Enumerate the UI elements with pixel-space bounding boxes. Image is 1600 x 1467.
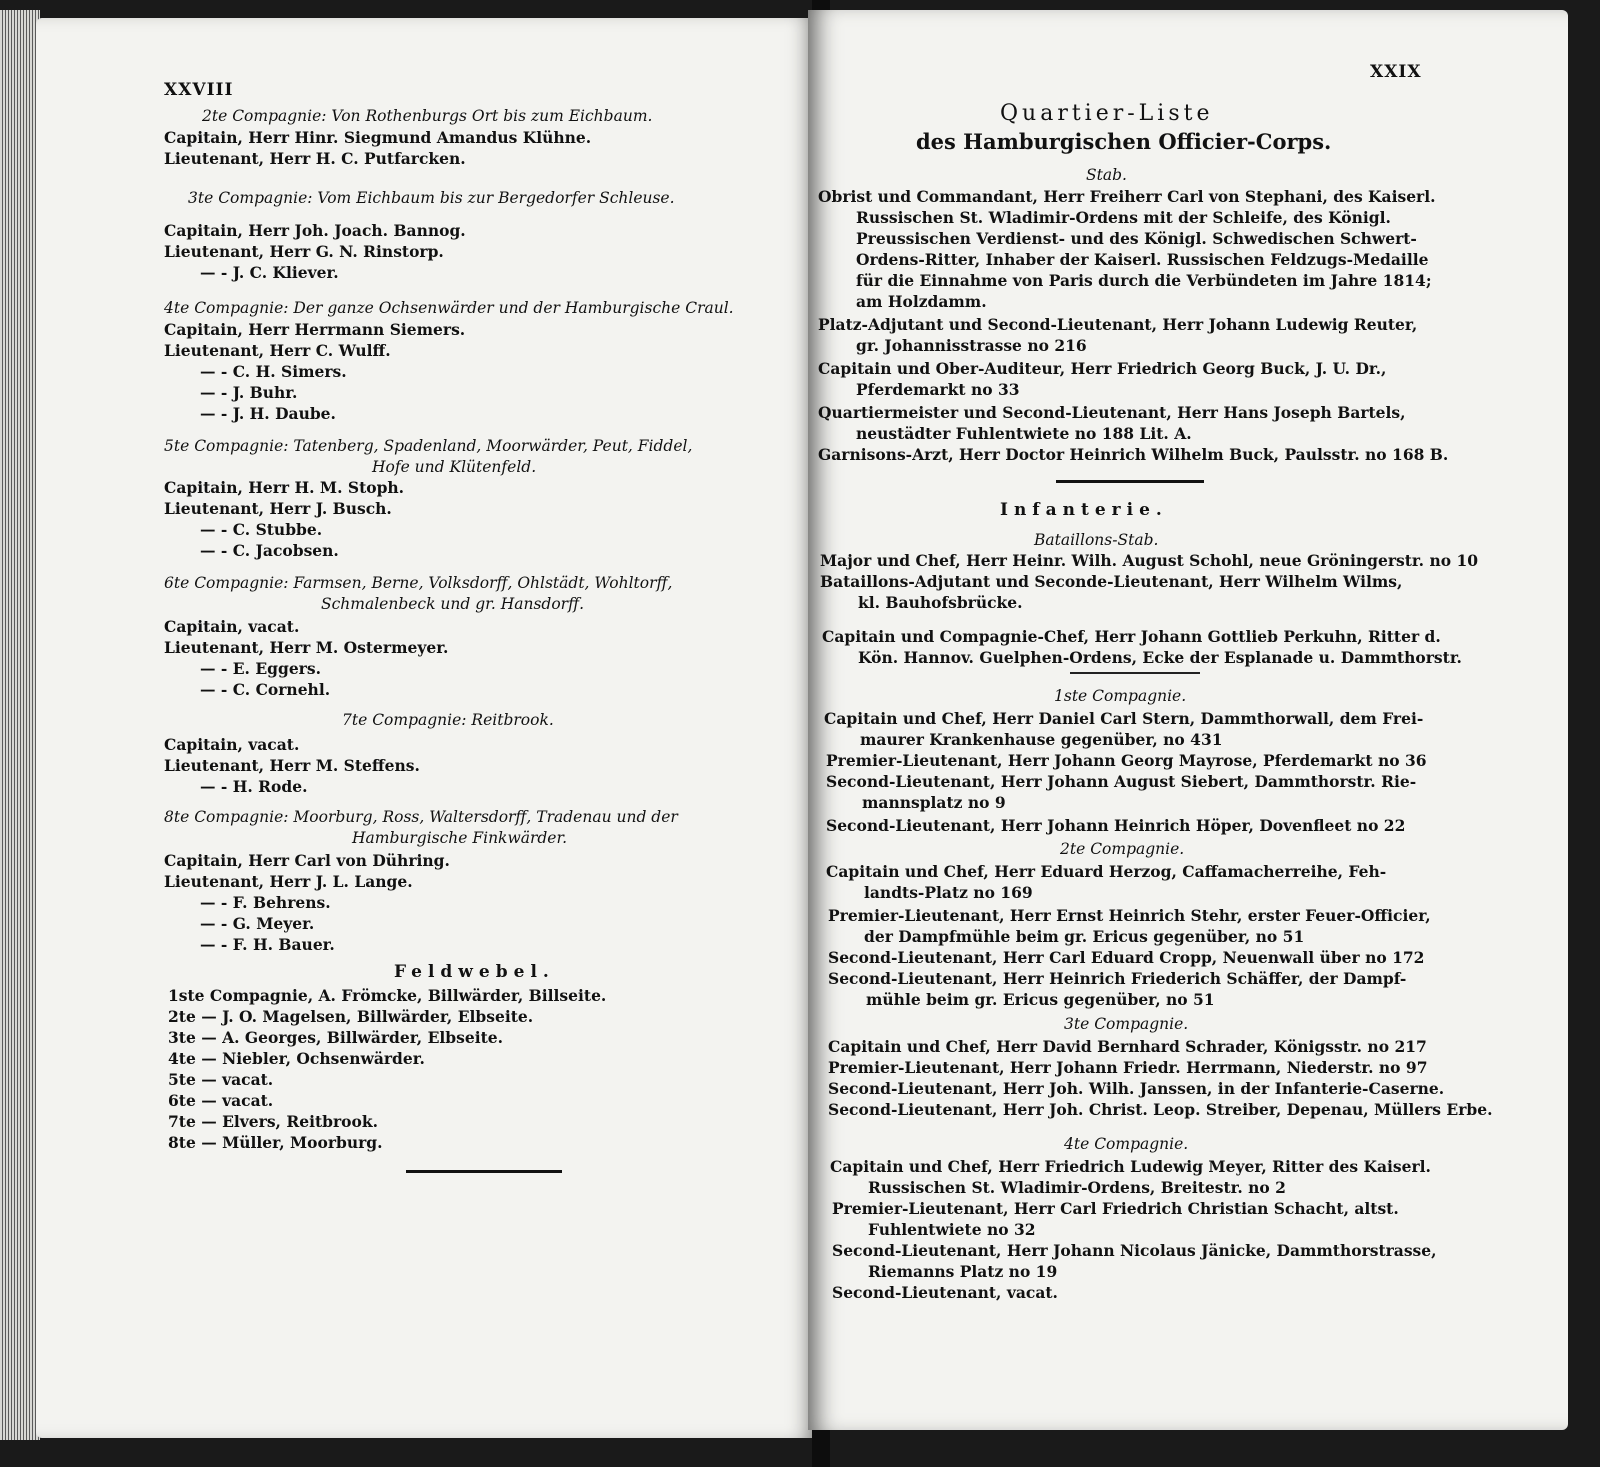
text-line: — - J. Buhr. <box>200 383 298 402</box>
text-line: Capitain, vacat. <box>164 735 300 754</box>
text-line: 1ste Compagnie, A. Frömcke, Billwärder, Billseite. <box>168 986 607 1005</box>
text-line: Capitain, Herr Joh. Joach. Bannog. <box>164 221 466 240</box>
text-line: Lieutenant, Herr J. L. Lange. <box>164 872 413 891</box>
text-line: — - C. Jacobsen. <box>200 541 339 560</box>
text-line: Second-Lieutenant, Herr Joh. Christ. Leop. Streiber, Depenau, Müllers Erbe. <box>828 1100 1493 1119</box>
text-line: 7te — Elvers, Reitbrook. <box>168 1112 378 1131</box>
text-line: maurer Krankenhause gegenüber, no 431 <box>860 730 1223 749</box>
text-line: Second-Lieutenant, Herr Johann Nicolaus Jänicke, Dammthorstrasse, <box>832 1241 1437 1260</box>
text-line: Quartiermeister und Second-Lieutenant, Herr Hans Joseph Bartels, <box>818 403 1406 422</box>
text-line: 6te Compagnie: Farmsen, Berne, Volksdorff, Ohlstädt, Wohltorff, <box>164 574 673 592</box>
text-line: Garnisons-Arzt, Herr Doctor Heinrich Wilhelm Buck, Paulsstr. no 168 B. <box>818 445 1449 464</box>
section-heading: 4te Compagnie. <box>1064 1135 1189 1153</box>
text-line: Fuhlentwiete no 32 <box>868 1220 1036 1239</box>
text-line: 2te Compagnie: Von Rothenburgs Ort bis zum Eichbaum. <box>202 107 653 125</box>
text-line: — - C. H. Simers. <box>200 362 347 381</box>
text-line: — - E. Eggers. <box>200 659 321 678</box>
text-line: Capitain, Herr H. M. Stoph. <box>164 478 405 497</box>
text-line: Obrist und Commandant, Herr Freiherr Carl von Stephani, des Kaiserl. <box>818 187 1436 206</box>
divider-rule <box>1056 480 1204 483</box>
text-line: Capitain, Herr Carl von Dühring. <box>164 851 450 870</box>
page-edges <box>0 10 40 1440</box>
text-line: Capitain und Chef, Herr Friedrich Ludewig Meyer, Ritter des Kaiserl. <box>830 1157 1431 1176</box>
text-line: neustädter Fuhlentwiete no 188 Lit. A. <box>856 424 1192 443</box>
text-line: gr. Johannisstrasse no 216 <box>856 336 1087 355</box>
text-line: — - F. H. Bauer. <box>200 935 335 954</box>
text-line: Lieutenant, Herr J. Busch. <box>164 499 392 518</box>
text-line: mühle beim gr. Ericus gegenüber, no 51 <box>866 990 1215 1009</box>
text-line: mannsplatz no 9 <box>862 793 1006 812</box>
page-number: XXVIII <box>164 80 234 100</box>
text-line: Premier-Lieutenant, Herr Ernst Heinrich Stehr, erster Feuer-Officier, <box>828 906 1431 925</box>
text-line: Premier-Lieutenant, Herr Johann Georg Mayrose, Pferdemarkt no 36 <box>826 751 1427 770</box>
text-line: Capitain, Herr Hinr. Siegmund Amandus Klühne. <box>164 128 592 147</box>
section-heading: Infanterie. <box>1000 500 1168 520</box>
text-line: Second-Lieutenant, Herr Johann August Siebert, Dammthorstr. Rie- <box>826 772 1417 791</box>
text-line: Lieutenant, Herr C. Wulff. <box>164 341 391 360</box>
right-page <box>808 10 1568 1430</box>
text-line: Second-Lieutenant, Herr Heinrich Friederich Schäffer, der Dampf- <box>828 969 1407 988</box>
text-line: landts-Platz no 169 <box>864 883 1033 902</box>
text-line: kl. Bauhofsbrücke. <box>858 593 1023 612</box>
text-line: Preussischen Verdienst- und des Königl. Schwedischen Schwert- <box>856 229 1417 248</box>
text-line: 5te — vacat. <box>168 1070 274 1089</box>
text-line: 2te — J. O. Magelsen, Billwärder, Elbseite. <box>168 1007 534 1026</box>
text-line: 3te — A. Georges, Billwärder, Elbseite. <box>168 1028 504 1047</box>
text-line: 4te Compagnie: Der ganze Ochsenwärder und der Hamburgische Craul. <box>164 299 734 317</box>
text-line: 3te Compagnie: Vom Eichbaum bis zur Bergedorfer Schleuse. <box>188 189 675 207</box>
text-line: Capitain und Compagnie-Chef, Herr Johann Gottlieb Perkuhn, Ritter d. <box>822 627 1441 646</box>
text-line: Ordens-Ritter, Inhaber der Kaiserl. Russischen Feldzugs-Medaille <box>856 250 1429 269</box>
left-page <box>36 18 816 1438</box>
text-line: Second-Lieutenant, Herr Johann Heinrich Höper, Dovenfleet no 22 <box>826 816 1406 835</box>
text-line: 4te — Niebler, Ochsenwärder. <box>168 1049 425 1068</box>
text-line: Platz-Adjutant und Second-Lieutenant, Herr Johann Ludewig Reuter, <box>818 315 1418 334</box>
section-heading: Feldwebel. <box>394 962 555 982</box>
text-line: Capitain und Chef, Herr Daniel Carl Stern, Dammthorwall, dem Frei- <box>824 709 1424 728</box>
section-heading: Stab. <box>1086 166 1127 184</box>
text-line: Schmalenbeck und gr. Hansdorff. <box>321 595 584 613</box>
text-line: — - C. Stubbe. <box>200 520 323 539</box>
text-line: — - H. Rode. <box>200 777 308 796</box>
text-line: — - C. Cornehl. <box>200 680 331 699</box>
divider-rule <box>1070 672 1200 674</box>
page-number: XXIX <box>1370 62 1422 82</box>
text-line: 5te Compagnie: Tatenberg, Spadenland, Moorwärder, Peut, Fiddel, <box>164 437 693 455</box>
text-line: — - G. Meyer. <box>200 914 315 933</box>
text-line: Lieutenant, Herr H. C. Putfarcken. <box>164 149 466 168</box>
text-line: — - J. H. Daube. <box>200 404 336 423</box>
text-line: 8te — Müller, Moorburg. <box>168 1133 383 1152</box>
text-line: 7te Compagnie: Reitbrook. <box>342 711 554 729</box>
section-heading: 3te Compagnie. <box>1064 1015 1189 1033</box>
text-line: Premier-Lieutenant, Herr Carl Friedrich Christian Schacht, altst. <box>832 1199 1399 1218</box>
text-line: Russischen St. Wladimir-Ordens mit der Schleife, des Königl. <box>856 208 1391 227</box>
section-heading: 1ste Compagnie. <box>1054 687 1187 705</box>
text-line: Russischen St. Wladimir-Ordens, Breitestr. no 2 <box>868 1178 1286 1197</box>
text-line: Lieutenant, Herr M. Ostermeyer. <box>164 638 449 657</box>
text-line: Riemanns Platz no 19 <box>868 1262 1058 1281</box>
text-line: für die Einnahme von Paris durch die Verbündeten im Jahre 1814; <box>856 271 1432 290</box>
text-line: Capitain, vacat. <box>164 617 300 636</box>
text-line: Capitain und Chef, Herr Eduard Herzog, Caffamacherreihe, Feh- <box>826 862 1387 881</box>
section-heading: Bataillons-Stab. <box>1034 531 1159 549</box>
text-line: Kön. Hannov. Guelphen-Ordens, Ecke der Esplanade u. Dammthorstr. <box>858 648 1462 667</box>
text-line: Hamburgische Finkwärder. <box>352 829 568 847</box>
text-line: Capitain und Chef, Herr David Bernhard Schrader, Königsstr. no 217 <box>828 1037 1427 1056</box>
page-subtitle: des Hamburgischen Officier-Corps. <box>916 129 1332 154</box>
page-title: Quartier-Liste <box>1000 101 1214 126</box>
text-line: Pferdemarkt no 33 <box>856 380 1020 399</box>
text-line: 8te Compagnie: Moorburg, Ross, Waltersdorff, Tradenau und der <box>164 808 678 826</box>
text-line: Capitain, Herr Herrmann Siemers. <box>164 320 466 339</box>
text-line: Lieutenant, Herr M. Steffens. <box>164 756 420 775</box>
text-line: Capitain und Ober-Auditeur, Herr Friedrich Georg Buck, J. U. Dr., <box>818 359 1387 378</box>
text-line: Hofe und Klütenfeld. <box>372 458 537 476</box>
text-line: der Dampfmühle beim gr. Ericus gegenüber, no 51 <box>864 927 1305 946</box>
text-line: Lieutenant, Herr G. N. Rinstorp. <box>164 242 444 261</box>
text-line: Second-Lieutenant, Herr Joh. Wilh. Janssen, in der Infanterie-Caserne. <box>828 1079 1445 1098</box>
section-heading: 2te Compagnie. <box>1060 840 1185 858</box>
text-line: — - F. Behrens. <box>200 893 331 912</box>
divider-rule <box>406 1170 562 1173</box>
text-line: Second-Lieutenant, Herr Carl Eduard Cropp, Neuenwall über no 172 <box>828 948 1425 967</box>
text-line: am Holzdamm. <box>856 292 987 311</box>
text-line: 6te — vacat. <box>168 1091 274 1110</box>
text-line: Bataillons-Adjutant und Seconde-Lieutenant, Herr Wilhelm Wilms, <box>820 572 1403 591</box>
text-line: — - J. C. Kliever. <box>200 263 339 282</box>
text-line: Premier-Lieutenant, Herr Johann Friedr. Herrmann, Niederstr. no 97 <box>828 1058 1428 1077</box>
text-line: Second-Lieutenant, vacat. <box>832 1283 1058 1302</box>
text-line: Major und Chef, Herr Heinr. Wilh. August Schohl, neue Gröningerstr. no 10 <box>820 551 1479 570</box>
